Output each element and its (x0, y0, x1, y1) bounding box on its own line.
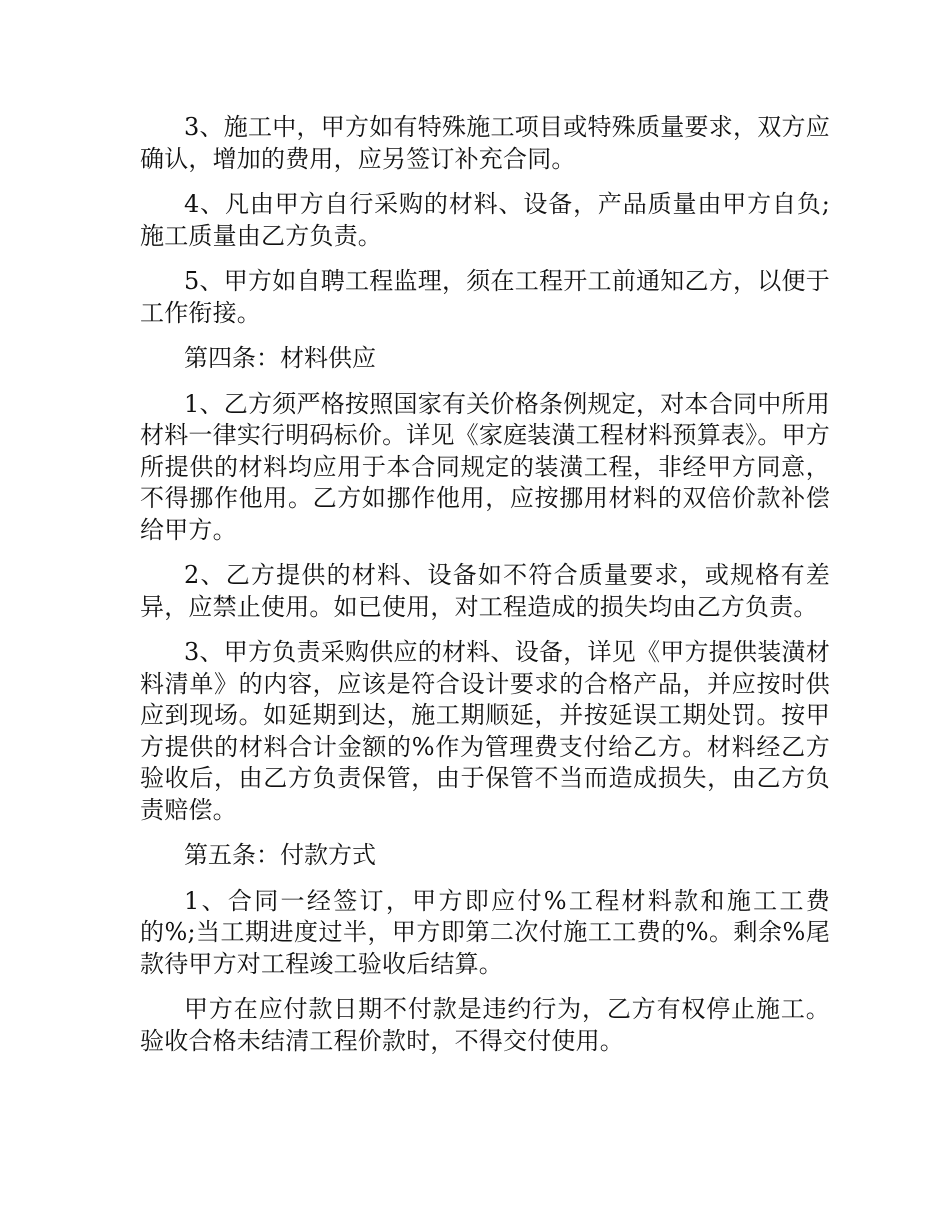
clause-3-special-requirements: 3、施工中，甲方如有特殊施工项目或特殊质量要求，双方应确认，增加的费用，应另签订补充合同。 (140, 113, 830, 173)
article-5-late-payment: 甲方在应付款日期不付款是违约行为，乙方有权停止施工。验收合格未结清工程价款时，不得交付使用。 (140, 995, 830, 1055)
clause-5-project-supervision: 5、甲方如自聘工程监理，须在工程开工前通知乙方，以便于工作衔接。 (140, 267, 830, 327)
article-5-item-1: 1、合同一经签订，甲方即应付%工程材料款和施工工费的%;当工期进度过半，甲方即第二次付施工工费的%。剩余%尾款待甲方对工程竣工验收后结算。 (140, 886, 830, 978)
document-body (140, 112, 830, 1071)
article-4-item-1: 1、乙方须严格按照国家有关价格条例规定，对本合同中所用材料一律实行明码标价。详见《家庭装潢工程材料预算表》。甲方所提供的材料均应用于本合同规定的装潢工程，非经甲方同意，不得挪作他用。乙方如挪作他用，应按挪用材料的双倍价款补偿给甲方。 (140, 389, 830, 544)
clause-4-self-purchased-materials: 4、凡由甲方自行采购的材料、设备，产品质量由甲方自负;施工质量由乙方负责。 (140, 190, 830, 250)
section-heading-article-5: 第五条：付款方式 (184, 841, 376, 869)
section-heading-article-4: 第四条：材料供应 (184, 344, 376, 372)
article-4-item-2: 2、乙方提供的材料、设备如不符合质量要求，或规格有差异，应禁止使用。如已使用，对工程造成的损失均由乙方负责。 (140, 561, 830, 621)
article-4-item-3: 3、甲方负责采购供应的材料、设备，详见《甲方提供装潢材料清单》的内容，应该是符合设计要求的合格产品，并应按时供应到现场。如延期到达，施工期顺延，并按延误工期处罚。按甲方提供的材料合计金额的%作为管理费支付给乙方。材料经乙方验收后，由乙方负责保管，由于保管不当而造成损失，由乙方负责赔偿。 (140, 638, 830, 824)
